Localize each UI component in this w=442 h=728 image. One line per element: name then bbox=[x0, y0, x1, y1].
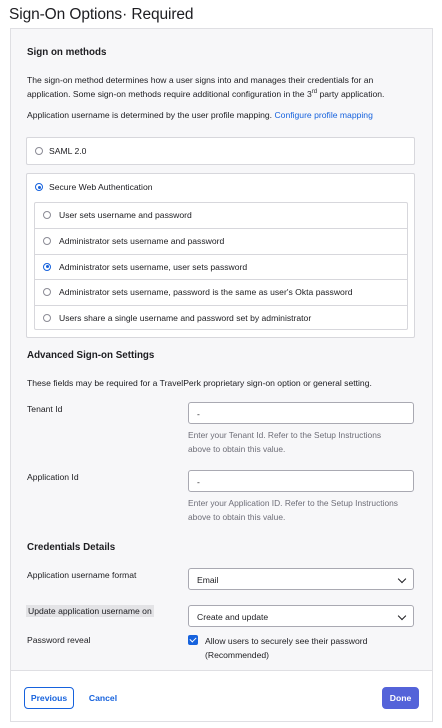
application-id-label: Application Id bbox=[27, 472, 79, 482]
tenant-id-label: Tenant Id bbox=[27, 404, 63, 414]
swa-sub-radio[interactable] bbox=[43, 263, 51, 271]
tenant-help-line-1: Enter your Tenant Id. Refer to the Setup Instructions bbox=[188, 430, 382, 440]
chevron-down-icon bbox=[398, 575, 406, 583]
swa-option[interactable] bbox=[26, 173, 415, 338]
swa-sub-label: Administrator sets username and password bbox=[59, 236, 225, 247]
tenant-id-help bbox=[188, 428, 418, 456]
previous-button[interactable]: Previous bbox=[24, 687, 74, 709]
username-format-label: Application username format bbox=[27, 570, 137, 580]
tenant-id-input[interactable]: - bbox=[188, 402, 414, 424]
swa-sub-option[interactable] bbox=[35, 279, 407, 304]
advanced-description: These fields may be required for a TravelPerk proprietary sign-on option or general setting. bbox=[27, 378, 372, 388]
reveal-line-1: Allow users to securely see their password bbox=[205, 636, 368, 646]
description-sup: rd bbox=[311, 89, 318, 96]
description-text: application. Some sign-on methods require additional configuration in the 3 bbox=[27, 89, 312, 99]
saml-label: SAML 2.0 bbox=[49, 146, 87, 156]
saml-option[interactable] bbox=[26, 137, 415, 165]
application-id-input[interactable]: - bbox=[188, 470, 414, 492]
swa-sub-label: User sets username and password bbox=[59, 210, 192, 220]
configure-profile-mapping-link[interactable]: Configure profile mapping bbox=[274, 110, 373, 120]
username-mapping-text bbox=[27, 108, 427, 122]
swa-sub-label: Administrator sets username, password is the same as user's Okta password bbox=[59, 287, 353, 298]
password-reveal-checkbox[interactable] bbox=[188, 635, 198, 645]
swa-sub-option[interactable] bbox=[35, 228, 407, 253]
description-line-1: The sign-on method determines how a user signs into and manages their credentials for an bbox=[27, 75, 374, 85]
swa-sub-label: Users share a single username and password set by administrator bbox=[59, 312, 312, 323]
update-username-value: Create and update bbox=[197, 612, 269, 622]
cancel-button[interactable]: Cancel bbox=[88, 693, 118, 703]
swa-sub-option[interactable] bbox=[35, 254, 407, 279]
credentials-details-title: Credentials Details bbox=[27, 542, 116, 553]
update-username-label: Update application username on bbox=[28, 606, 152, 616]
swa-label: Secure Web Authentication bbox=[49, 182, 153, 192]
appid-help-line-2: above to obtain this value. bbox=[188, 512, 286, 522]
page-title: Sign-On Options· Required bbox=[9, 6, 194, 23]
swa-sub-radio[interactable] bbox=[43, 288, 51, 296]
update-username-select[interactable] bbox=[188, 605, 414, 627]
reveal-line-2: (Recommended) bbox=[205, 650, 269, 660]
password-reveal-check-label bbox=[205, 634, 405, 662]
saml-radio[interactable] bbox=[35, 147, 43, 155]
appid-help-line-1: Enter your Application ID. Refer to the Setup Instructions bbox=[188, 498, 398, 508]
description-text-end: party application. bbox=[317, 89, 385, 99]
swa-sub-options bbox=[34, 202, 408, 330]
swa-sub-radio[interactable] bbox=[43, 211, 51, 219]
swa-sub-option[interactable] bbox=[35, 203, 407, 228]
swa-sub-option[interactable] bbox=[35, 305, 407, 330]
chevron-down-icon bbox=[398, 612, 406, 620]
username-format-select[interactable] bbox=[188, 568, 414, 590]
swa-sub-label: Administrator sets username, user sets password bbox=[59, 261, 248, 272]
advanced-settings-title: Advanced Sign-on Settings bbox=[27, 350, 155, 361]
tenant-help-line-2: above to obtain this value. bbox=[188, 444, 286, 454]
sign-on-description bbox=[27, 73, 422, 101]
description-line-2 bbox=[27, 87, 422, 101]
swa-sub-radio[interactable] bbox=[43, 314, 51, 322]
sign-on-methods-title: Sign on methods bbox=[27, 47, 107, 58]
password-reveal-label: Password reveal bbox=[27, 635, 91, 645]
swa-radio[interactable] bbox=[35, 183, 43, 191]
footer-bar bbox=[10, 670, 433, 722]
username-mapping-label: Application username is determined by the user profile mapping. bbox=[27, 110, 275, 120]
done-button[interactable]: Done bbox=[382, 687, 419, 709]
application-id-help bbox=[188, 496, 418, 524]
swa-sub-radio[interactable] bbox=[43, 237, 51, 245]
username-format-value: Email bbox=[197, 575, 219, 585]
